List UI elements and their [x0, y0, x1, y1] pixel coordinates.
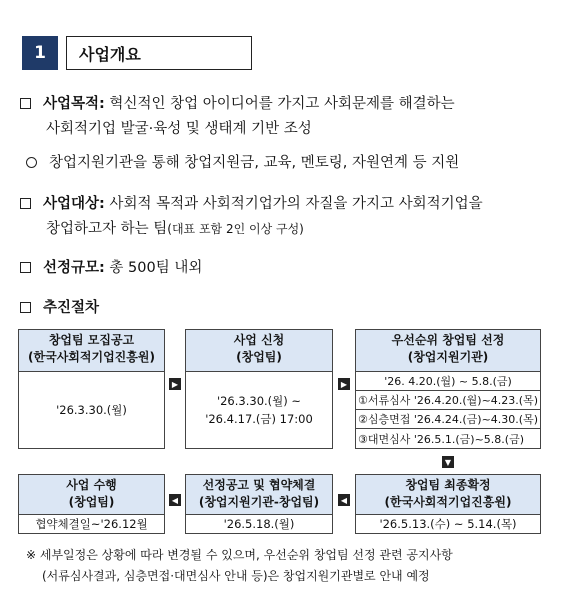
purpose-line-1	[20, 92, 455, 117]
step-subtitle: (창업팀)	[236, 350, 282, 364]
step-box-announcement	[185, 474, 333, 534]
square-bullet-icon	[20, 98, 31, 109]
step-value: '26.5.18.(월)	[223, 517, 295, 531]
step-value: '26. 4.20.(월) ~ 5.8.(금)	[384, 375, 512, 388]
step-sub-row: ①서류심사 '26.4.20.(월)~4.23.(목)	[356, 390, 540, 409]
square-bullet-icon	[20, 262, 31, 273]
step-sub-row: ③대면심사 '26.5.1.(금)~5.8.(금)	[356, 428, 540, 448]
arrow-right-icon: ▶	[169, 378, 181, 390]
note-line-1: ※ 세부일정은 상황에 따라 변경될 수 있으며, 우선순위 창업팀 선정 관련 공지사항	[26, 548, 453, 562]
step-title: 창업팀 모집공고	[48, 333, 135, 347]
step-title: 선정공고 및 협약체결	[202, 478, 316, 492]
target-line-2	[46, 217, 304, 242]
step-box-priority-selection	[355, 329, 541, 449]
arrow-left-icon: ◀	[338, 494, 350, 506]
step-subtitle: (창업팀)	[68, 495, 115, 509]
step-header	[19, 330, 164, 372]
section-title: 사업개요	[66, 36, 252, 70]
step-sub-row: ②심층면접 '26.4.24.(금)~4.30.(목)	[356, 409, 540, 428]
step-title: 창업팀 최종확정	[405, 478, 491, 492]
step-value: '26.3.30.(월)	[56, 403, 127, 417]
step-value	[186, 372, 332, 448]
step-box-final-confirmation	[355, 474, 541, 534]
step-subtitle: (한국사회적기업진흥원)	[28, 350, 155, 364]
step-box-execution	[18, 474, 165, 534]
circle-bullet-icon	[26, 157, 37, 168]
arrow-right-icon: ▶	[338, 378, 350, 390]
target-label: 사업대상:	[43, 196, 105, 212]
square-bullet-icon	[20, 302, 31, 313]
target-text-1: 사회적 목적과 사회적기업가의 자질을 가지고 사회적기업을	[104, 196, 483, 212]
step-value: '26.5.13.(수) ~ 5.14.(목)	[379, 517, 517, 531]
purpose-text-1: 혁신적인 창업 아이디어를 가지고 사회문제를 해결하는	[104, 96, 455, 112]
step-box-application	[185, 329, 333, 449]
step-subtitle: (창업지원기관-창업팀)	[198, 495, 320, 509]
step-header	[186, 475, 332, 515]
target-text-2-small: (대표 포함 2인 이상 구성)	[167, 222, 304, 236]
procedure-line	[20, 296, 99, 321]
purpose-text-2: 사회적기업 발굴·육성 및 생태계 기반 조성	[46, 121, 312, 137]
procedure-label: 추진절차	[43, 300, 100, 316]
arrow-down-icon: ▼	[442, 456, 454, 468]
support-text: 창업지원기관을 통해 창업지원금, 교육, 멘토링, 자원연계 등 지원	[49, 155, 460, 171]
step-subtitle: (창업지원기관)	[407, 350, 489, 364]
step-value-line-1: '26.3.30.(월) ~	[216, 394, 302, 408]
target-text-2: 창업하고자 하는 팀	[46, 221, 168, 237]
section-number: 1	[22, 36, 58, 70]
step-value-line-2: '26.4.17.(금) 17:00	[205, 412, 313, 426]
step-title: 우선순위 창업팀 선정	[391, 333, 505, 347]
note-line-2: (서류심사결과, 심층면접·대면심사 안내 등)은 창업지원기관별로 안내 예정	[42, 569, 430, 583]
step-header	[19, 475, 164, 515]
step-header	[356, 330, 540, 372]
step-value: 협약체결일~'26.12월	[35, 517, 148, 531]
support-line	[26, 151, 459, 176]
step-title: 사업 신청	[233, 333, 285, 347]
arrow-left-icon: ◀	[169, 494, 181, 506]
square-bullet-icon	[20, 198, 31, 209]
step-box-recruitment	[18, 329, 165, 449]
step-title: 사업 수행	[66, 478, 117, 492]
scale-text: 총 500팀 내외	[104, 260, 203, 276]
scale-label: 선정규모:	[43, 260, 105, 276]
step-header	[356, 475, 540, 515]
scale-line	[20, 256, 202, 281]
target-line-1	[20, 192, 483, 217]
step-header	[186, 330, 332, 372]
step-subtitle: (한국사회적기업진흥원)	[384, 495, 512, 509]
purpose-label: 사업목적:	[43, 96, 105, 112]
